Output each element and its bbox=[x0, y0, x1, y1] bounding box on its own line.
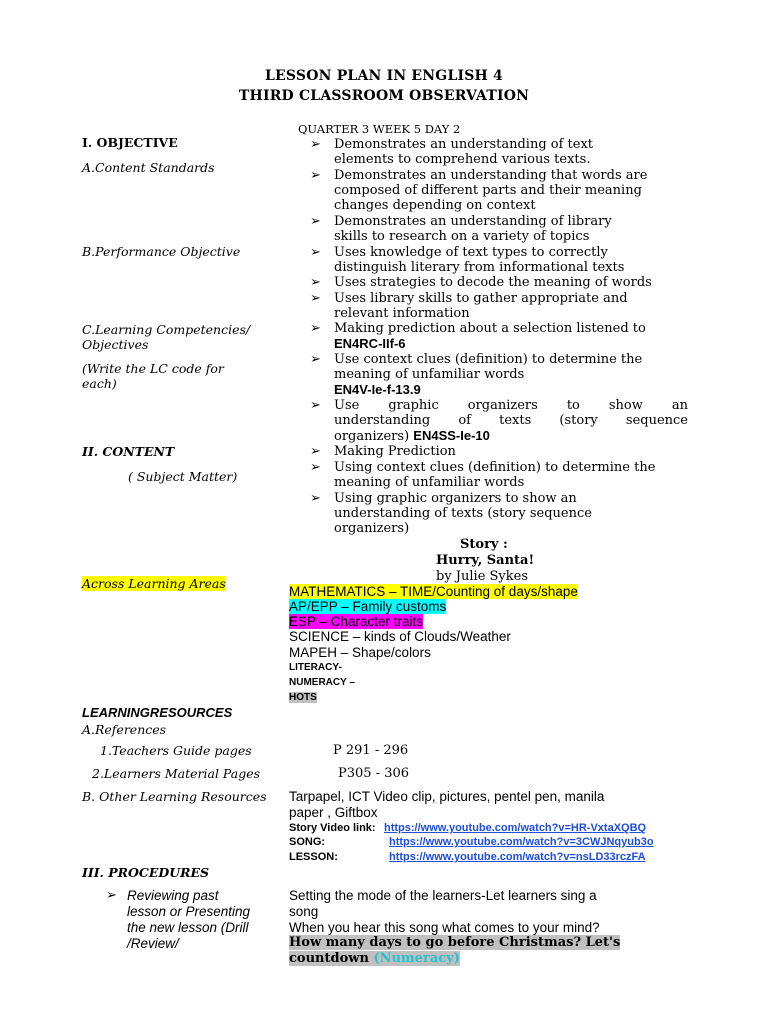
lesson-label: LESSON: bbox=[289, 851, 338, 863]
across-ap-epp: AP/EPP – Family customs bbox=[289, 599, 447, 614]
setting-mode: Setting the mode of the learners-Let learners sing a bbox=[289, 888, 597, 903]
competency-2-code: EN4V-Ie-f-13.9 bbox=[334, 382, 421, 397]
performance-1-cont: distinguish literary from informational texts bbox=[334, 260, 625, 275]
content-item-2-cont: meaning of unfamiliar words bbox=[334, 475, 525, 490]
other-resources: Tarpapel, ICT Video clip, pictures, pentel pen, manila bbox=[289, 789, 605, 804]
content-standard-1: Demonstrates an understanding of text bbox=[334, 137, 594, 152]
story-title: Hurry, Santa! bbox=[436, 553, 535, 568]
procedures-heading: III. PROCEDURES bbox=[82, 865, 210, 880]
bullet-icon: ➢ bbox=[310, 460, 321, 475]
lc-code-note-2: each) bbox=[82, 376, 117, 391]
across-esp: ESP – Character traits bbox=[289, 614, 424, 629]
content-standard-2: Demonstrates an understanding that words are bbox=[334, 168, 648, 183]
setting-mode-cont: song bbox=[289, 904, 319, 919]
across-literacy: LITERACY- bbox=[289, 662, 342, 673]
across-numeracy: NUMERACY – bbox=[289, 677, 355, 688]
teachers-guide-label: 1.Teachers Guide pages bbox=[100, 743, 252, 758]
content-item-3-cont: understanding of texts (story sequence bbox=[334, 506, 592, 521]
bullet-icon: ➢ bbox=[310, 245, 321, 260]
other-resources-label: B. Other Learning Resources bbox=[82, 789, 267, 804]
competency-1-code: EN4RC-IIf-6 bbox=[334, 336, 406, 351]
story-author: by Julie Sykes bbox=[436, 569, 529, 584]
song-question: When you hear this song what comes to your mind? bbox=[289, 920, 600, 935]
review-label-4: /Review/ bbox=[127, 936, 179, 951]
competencies-label-2: Objectives bbox=[82, 337, 149, 352]
objective-heading: I. OBJECTIVE bbox=[82, 135, 178, 150]
countdown-question: How many days to go before Christmas? Let's bbox=[289, 935, 621, 950]
competency-3-code: EN4SS-Ie-10 bbox=[413, 428, 490, 443]
content-heading: II. CONTENT bbox=[82, 444, 175, 459]
competency-3: Use graphic organizers to show an bbox=[334, 398, 688, 413]
content-item-2: Using context clues (definition) to determine the bbox=[334, 460, 656, 475]
review-label: Reviewing past bbox=[127, 888, 219, 903]
content-item-3-cont2: organizers) bbox=[334, 521, 410, 536]
content-standards-label: A.Content Standards bbox=[82, 160, 215, 175]
competency-3-line3: organizers) bbox=[334, 429, 410, 444]
countdown-question-cont: countdown bbox=[289, 951, 369, 966]
bullet-icon: ➢ bbox=[310, 321, 321, 336]
performance-2: Uses strategies to decode the meaning of words bbox=[334, 275, 652, 290]
numeracy-tag: (Numeracy) bbox=[373, 951, 460, 966]
story-video-link[interactable]: https://www.youtube.com/watch?v=HR-VxtaXQBQ bbox=[384, 822, 647, 834]
learning-resources-heading: LEARNINGRESOURCES bbox=[82, 705, 233, 720]
bullet-icon: ➢ bbox=[310, 352, 321, 367]
story-label: Story : bbox=[460, 537, 508, 552]
content-item-1: Making Prediction bbox=[334, 444, 456, 459]
bullet-icon: ➢ bbox=[310, 275, 321, 290]
lesson-link[interactable]: https://www.youtube.com/watch?v=nsLD33rczFA bbox=[389, 851, 646, 863]
content-standard-3: Demonstrates an understanding of library bbox=[334, 214, 612, 229]
across-learning-areas-label: Across Learning Areas bbox=[82, 576, 226, 591]
performance-3-cont: relevant information bbox=[334, 306, 470, 321]
story-video-label: Story Video link: bbox=[289, 822, 376, 834]
subject-matter-label: ( Subject Matter) bbox=[128, 469, 238, 484]
content-item-3: Using graphic organizers to show an bbox=[334, 491, 577, 506]
doc-title-line2: THIRD CLASSROOM OBSERVATION bbox=[238, 88, 530, 104]
bullet-icon: ➢ bbox=[310, 168, 321, 183]
bullet-icon: ➢ bbox=[310, 444, 321, 459]
performance-objective-label: B.Performance Objective bbox=[82, 244, 241, 259]
performance-1: Uses knowledge of text types to correctly bbox=[334, 245, 608, 260]
other-resources-cont: paper , Giftbox bbox=[289, 805, 378, 820]
competency-2: Use context clues (definition) to determine the bbox=[334, 352, 643, 367]
bullet-icon: ➢ bbox=[310, 214, 321, 229]
lc-code-note: (Write the LC code for bbox=[82, 361, 224, 376]
song-label: SONG: bbox=[289, 836, 326, 848]
references-label: A.References bbox=[82, 722, 167, 737]
song-link[interactable]: https://www.youtube.com/watch?v=3CWJNqyub3o bbox=[389, 836, 654, 848]
content-standard-1-cont: elements to comprehend various texts. bbox=[334, 152, 591, 167]
bullet-icon: ➢ bbox=[310, 491, 321, 506]
performance-3: Uses library skills to gather appropriate and bbox=[334, 291, 628, 306]
quarter-label: QUARTER 3 WEEK 5 DAY 2 bbox=[298, 122, 461, 136]
content-standard-2-cont2: changes depending on context bbox=[334, 198, 536, 213]
teachers-guide-pages: P 291 - 296 bbox=[333, 743, 409, 758]
competency-1: Making prediction about a selection listened to bbox=[334, 321, 646, 336]
competency-2-cont: meaning of unfamiliar words bbox=[334, 367, 525, 382]
doc-title-line1: LESSON PLAN IN ENGLISH 4 bbox=[265, 68, 503, 84]
bullet-icon: ➢ bbox=[106, 888, 117, 903]
content-standard-2-cont: composed of different parts and their meaning bbox=[334, 183, 642, 198]
review-label-3: the new lesson (Drill bbox=[127, 920, 249, 935]
competencies-label: C.Learning Competencies/ bbox=[82, 322, 251, 337]
competency-3-cont2 bbox=[334, 428, 490, 444]
across-science: SCIENCE – kinds of Clouds/Weather bbox=[289, 629, 511, 644]
across-hots: HOTS bbox=[289, 692, 317, 703]
bullet-icon: ➢ bbox=[310, 137, 321, 152]
across-mapeh: MAPEH – Shape/colors bbox=[289, 645, 431, 660]
bullet-icon: ➢ bbox=[310, 398, 321, 413]
learners-material-pages: P305 - 306 bbox=[338, 766, 410, 781]
content-standard-3-cont: skills to research on a variety of topics bbox=[334, 229, 590, 244]
competency-3-cont: understanding of texts (story sequence bbox=[334, 413, 688, 428]
review-label-2: lesson or Presenting bbox=[127, 904, 251, 919]
learners-material-label: 2.Learners Material Pages bbox=[92, 766, 261, 781]
bullet-icon: ➢ bbox=[310, 291, 321, 306]
across-math: MATHEMATICS – TIME/Counting of days/shape bbox=[289, 584, 578, 599]
